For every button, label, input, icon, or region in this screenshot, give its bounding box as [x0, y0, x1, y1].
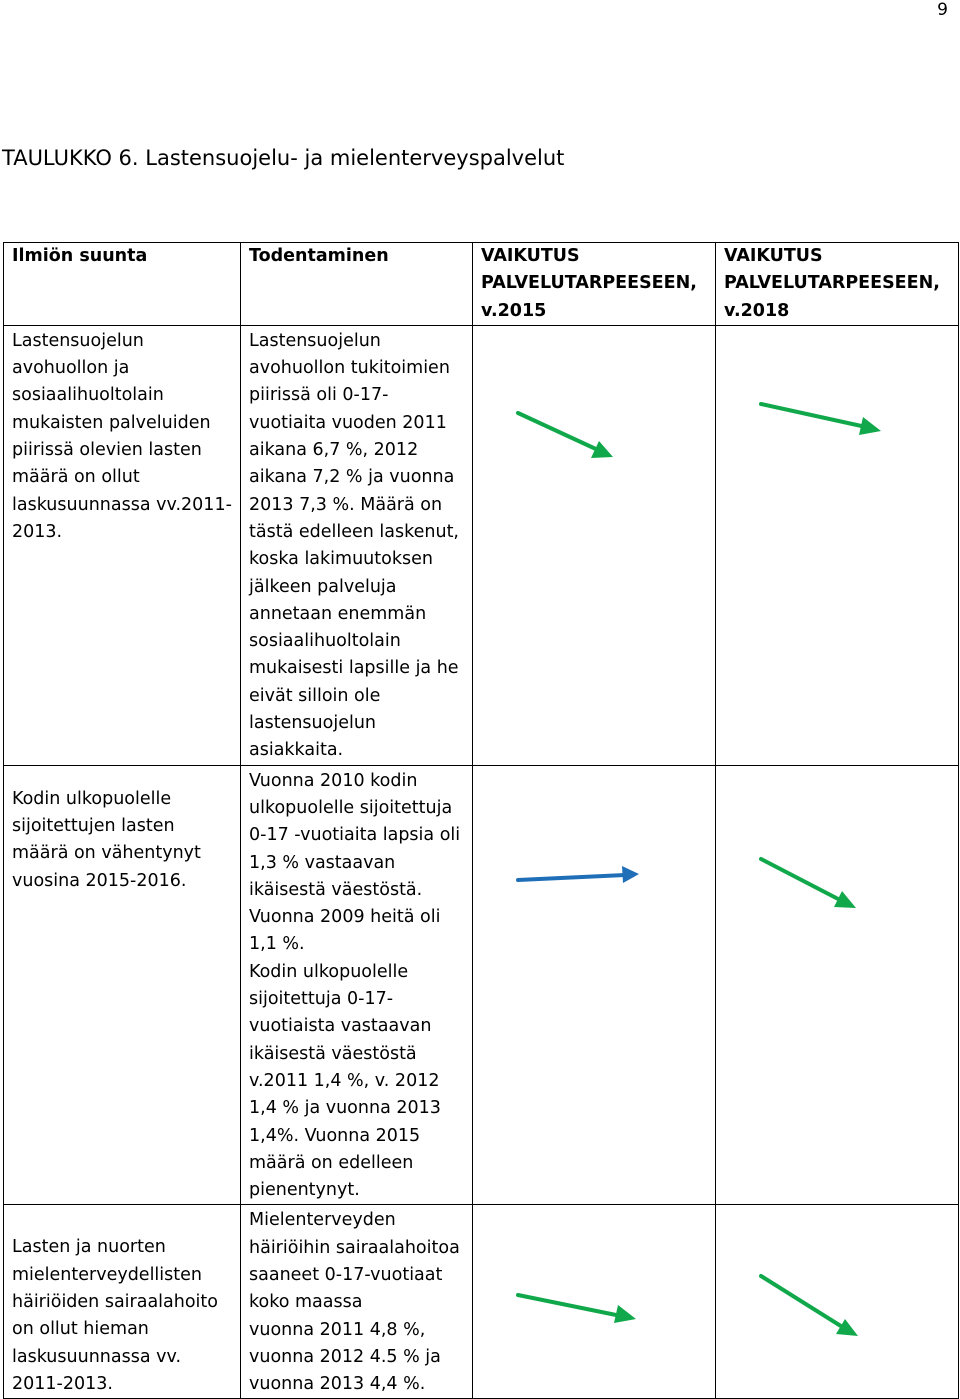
table-row [4, 765, 959, 1205]
impact-2018-cell [716, 1205, 959, 1399]
table-row [4, 325, 959, 765]
verification-text: Lastensuojelun avohuollon tukitoimien piirissä oli 0-17- vuotiaita vuoden 2011 aikana 6,7 %, 2012 aikana 7,2 % ja vuonna 2013 7,3 %. Määrä on tästä edelleen laskenut, koska lakimuutoksen jälkeen palveluja annetaan enemmän sosiaalihuoltolain mukaisesti lapsille ja he eivät silloin ole lastensuojelun asiakkaita. [249, 330, 459, 761]
down-green-arrow-icon [473, 326, 716, 752]
impact-2015-cell [473, 325, 716, 765]
impact-2015-cell [473, 765, 716, 1205]
table-caption: TAULUKKO 6. Lastensuojelu- ja mielenterveyspalvelut [2, 146, 565, 170]
down-green-arrow-icon [716, 326, 959, 752]
header-verification: Todentaminen [241, 243, 473, 326]
phenomenon-text: Lasten ja nuorten mielenterveydellisten häiriöiden sairaalahoito on ollut hieman laskusuunnassa vv. 2011-2013. [12, 1237, 218, 1394]
slight-down-green-arrow-icon [473, 1205, 716, 1395]
table-header-row [4, 243, 959, 326]
verification-cell [241, 325, 473, 765]
slight-up-blue-arrow-icon [473, 766, 716, 1198]
header-impact-2018: VAIKUTUS PALVELUTARPEESEEN, v.2018 [716, 243, 959, 326]
header-impact-2015: VAIKUTUS PALVELUTARPEESEEN, v.2015 [473, 243, 716, 326]
verification-cell [241, 765, 473, 1205]
impact-2018-cell [716, 325, 959, 765]
services-table [3, 242, 959, 1399]
verification-text: Mielenterveyden häiriöihin sairaalahoitoa saaneet 0-17-vuotiaat koko maassa vuonna 2011 4,8 %, vuonna 2012 4.5 % ja vuonna 2013 4,4 %. [249, 1210, 460, 1395]
phenomenon-text: Kodin ulkopuolelle sijoitettujen lasten määrä on vähentynyt vuosina 2015-2016. [12, 788, 201, 891]
verification-cell [241, 1205, 473, 1399]
table-row [4, 1205, 959, 1399]
phenomenon-text: Lastensuojelun avohuollon ja sosiaalihuoltolain mukaisten palveluiden piirissä olevien lasten määrä on ollut laskusuunnassa vv.2011- 2013. [12, 330, 232, 542]
page-number: 9 [937, 0, 948, 20]
phenomenon-cell [4, 1205, 241, 1399]
down-green-arrow-icon [716, 1205, 959, 1395]
impact-2018-cell [716, 765, 959, 1205]
header-phenomenon: Ilmiön suunta [4, 243, 241, 326]
verification-text: Vuonna 2010 kodin ulkopuolelle sijoitettuja 0-17 -vuotiaita lapsia oli 1,3 % vastaavan ikäisestä väestöstä. Vuonna 2009 heitä oli 1,1 %. Kodin ulkopuolelle sijoitettuja 0-17- vuotiaista vastaavan ikäisestä väestöstä v.2011 1,4 %, v. 2012 1,4 % ja vuonna 2013 1,4%. Vuonna 2015 määrä on edelleen pienentynyt. [249, 770, 461, 1201]
phenomenon-cell [4, 325, 241, 765]
impact-2015-cell [473, 1205, 716, 1399]
phenomenon-cell [4, 765, 241, 1205]
down-green-arrow-icon [716, 766, 959, 1198]
